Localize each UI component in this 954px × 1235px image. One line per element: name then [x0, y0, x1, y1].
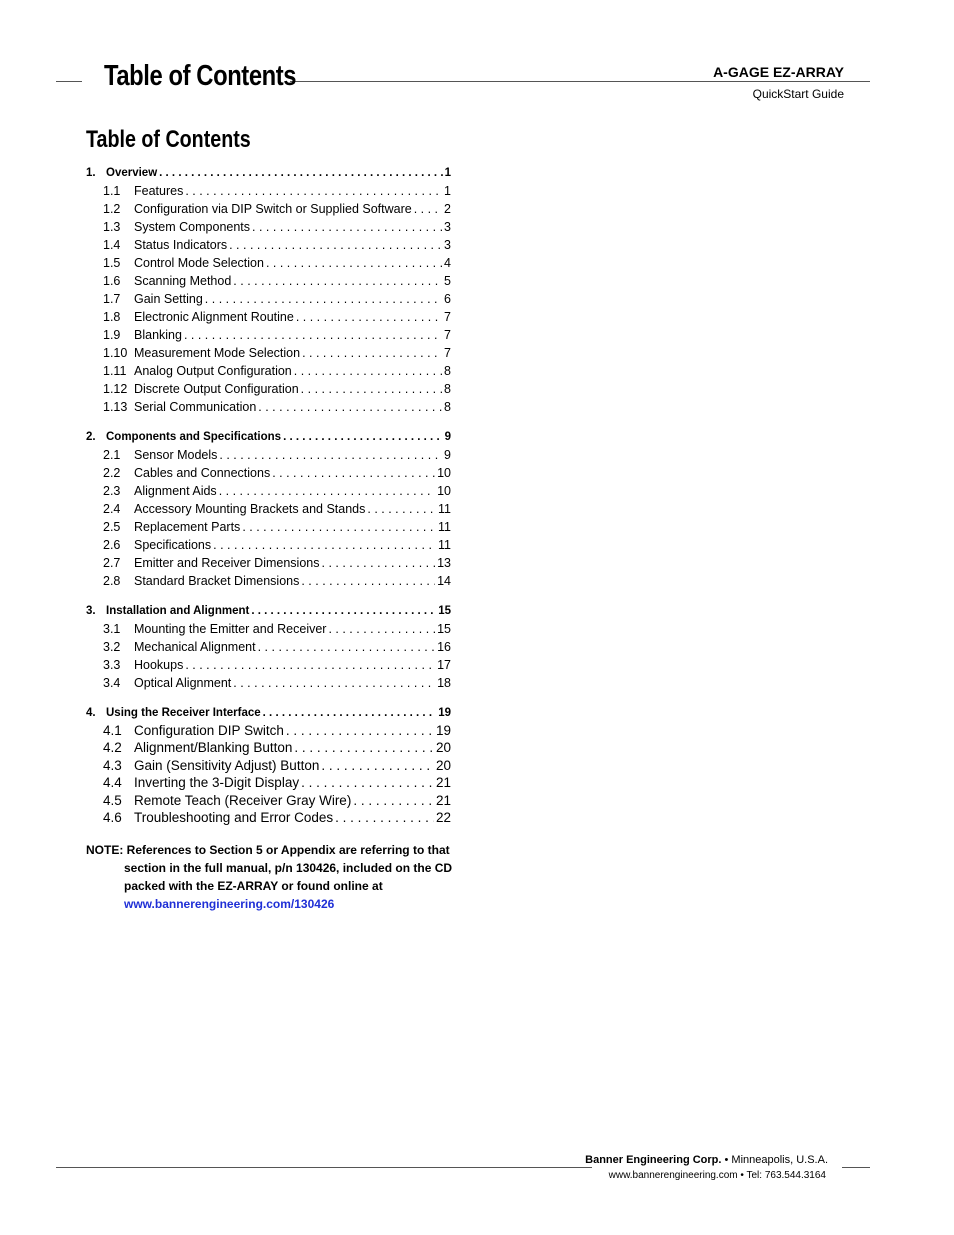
dot-leader — [219, 482, 435, 500]
toc-entry-page: 16 — [437, 640, 451, 654]
toc-entry-title: Discrete Output Configuration — [134, 382, 299, 396]
toc-item-row[interactable] — [86, 464, 451, 482]
toc-section — [86, 602, 451, 692]
toc-entry-page: 7 — [444, 346, 451, 360]
note — [86, 841, 456, 913]
toc-entry-page: 7 — [444, 328, 451, 342]
toc-entry-title: Electronic Alignment Routine — [134, 310, 294, 324]
toc-entry-title: Remote Teach (Receiver Gray Wire) — [134, 792, 352, 808]
toc-entry-title: Overview — [106, 167, 158, 179]
toc-entry-number: 2.6 — [103, 538, 121, 552]
toc-item-row[interactable] — [86, 572, 451, 590]
toc-entry-page: 5 — [444, 274, 451, 288]
toc-item-row[interactable] — [86, 482, 451, 500]
toc-entry-title: Optical Alignment — [134, 676, 232, 690]
toc-entry-title: Scanning Method — [134, 274, 232, 288]
toc-entry-number: 1.6 — [103, 274, 121, 288]
toc-chapter-row[interactable] — [86, 704, 451, 722]
toc-entry-page: 11 — [438, 502, 451, 516]
dot-leader — [219, 446, 442, 464]
page-title: Table of Contents — [104, 60, 297, 92]
toc-entry-title: Alignment/Blanking Button — [134, 740, 293, 756]
toc-entry-number: 2.8 — [103, 574, 121, 588]
footer-rule-left — [56, 1167, 592, 1168]
dot-leader — [258, 638, 435, 656]
toc-entry-page: 20 — [435, 757, 451, 773]
dot-leader — [302, 344, 442, 362]
toc-entry-title: Configuration via DIP Switch or Supplied Software — [134, 202, 412, 216]
header-rule-right — [290, 81, 870, 82]
toc-item-row[interactable] — [86, 218, 451, 236]
toc-entry-page: 10 — [437, 466, 451, 480]
header-rule-left — [56, 81, 82, 82]
toc-entry-number: 2.3 — [103, 484, 121, 498]
toc-item-row[interactable] — [86, 236, 451, 254]
toc-chapter-row[interactable] — [86, 428, 451, 446]
toc-entry-number: 2. — [86, 431, 96, 443]
toc-section — [86, 164, 451, 416]
toc-entry-number: 4.1 — [103, 723, 122, 738]
toc-item-row[interactable] — [86, 536, 451, 554]
toc-entry-number: 2.4 — [103, 502, 121, 516]
toc-entry-title: Configuration DIP Switch — [134, 723, 284, 738]
toc-heading: Table of Contents — [86, 126, 251, 153]
toc-item-row[interactable] — [86, 739, 451, 756]
toc-item-row[interactable] — [86, 620, 451, 638]
toc-entry-page: 3 — [444, 238, 451, 252]
toc-item-row[interactable] — [86, 344, 451, 362]
toc-entry-page: 1 — [444, 167, 451, 179]
toc-entry-page: 22 — [435, 809, 451, 825]
dot-leader — [296, 308, 442, 326]
toc-entry-page: 21 — [435, 792, 451, 808]
toc-entry-page: 11 — [438, 538, 451, 552]
dot-leader — [252, 218, 442, 236]
note-line-1: NOTE: References to Section 5 or Appendix are referring to that — [86, 843, 450, 857]
toc-entry-number: 1.8 — [103, 310, 121, 324]
toc-entry-number: 1.3 — [103, 220, 121, 234]
toc-item-row[interactable] — [86, 398, 451, 416]
dot-leader — [266, 254, 442, 272]
toc-chapter-row[interactable] — [86, 164, 451, 182]
toc-entry-page: 19 — [435, 723, 451, 738]
footer-contact: www.bannerengineering.com • Tel: 763.544.3164 — [608, 1170, 826, 1181]
dot-leader — [213, 536, 436, 554]
toc-entry-number: 1.13 — [103, 400, 128, 414]
dot-leader — [301, 380, 442, 398]
toc-entry-page: 10 — [437, 484, 451, 498]
toc-entry-number: 3.3 — [103, 658, 121, 672]
toc-entry-page: 8 — [444, 400, 451, 414]
toc-entry-page: 4 — [444, 256, 451, 270]
toc-item-row[interactable] — [86, 518, 451, 536]
dot-leader — [251, 602, 436, 620]
dot-leader — [185, 182, 442, 200]
toc-entry-number: 1.1 — [103, 184, 121, 198]
toc-entry-number: 1.9 — [103, 328, 121, 342]
toc-entry-page: 3 — [444, 220, 451, 234]
toc-item-row[interactable] — [86, 446, 451, 464]
toc-entry-number: 1.5 — [103, 256, 121, 270]
guide-type: QuickStart Guide — [752, 87, 844, 101]
toc-item-row[interactable] — [86, 380, 451, 398]
toc-entry-title: Specifications — [134, 538, 212, 552]
toc-entry-page: 11 — [438, 520, 451, 534]
toc-entry-number: 1.11 — [103, 364, 127, 378]
toc-item-row[interactable] — [86, 326, 451, 344]
toc-entry-number: 2.5 — [103, 520, 121, 534]
toc-item-row[interactable] — [86, 308, 451, 326]
toc-item-row[interactable] — [86, 809, 451, 826]
toc-entry-page: 21 — [435, 775, 451, 791]
toc-entry-title: Inverting the 3-Digit Display — [134, 775, 300, 791]
toc-entry-number: 4.2 — [103, 740, 122, 756]
toc-item-row[interactable] — [86, 272, 451, 290]
dot-leader — [322, 554, 436, 572]
dot-leader — [414, 200, 442, 218]
dot-leader — [335, 809, 434, 826]
toc-entry-title: Troubleshooting and Error Codes — [134, 809, 334, 825]
toc-entry-title: Control Mode Selection — [134, 256, 264, 270]
dot-leader — [159, 164, 442, 182]
dot-leader — [367, 500, 436, 518]
toc-entry-number: 1.12 — [103, 382, 128, 396]
toc-entry-page: 17 — [437, 658, 451, 672]
toc-entry-title: Mounting the Emitter and Receiver — [134, 622, 327, 636]
toc-entry-number: 1.2 — [103, 202, 121, 216]
toc-section — [86, 704, 451, 826]
toc-entry-page: 15 — [437, 622, 451, 636]
toc-entry-number: 3.1 — [103, 622, 121, 636]
toc-entry-title: Accessory Mounting Brackets and Stands — [134, 502, 366, 516]
dot-leader — [205, 290, 442, 308]
dot-leader — [233, 674, 435, 692]
toc-entry-title: Using the Receiver Interface — [106, 707, 261, 719]
toc-entry-page: 19 — [438, 707, 451, 719]
dot-leader — [258, 398, 442, 416]
dot-leader — [353, 792, 434, 809]
toc-item-row[interactable] — [86, 722, 451, 739]
toc-item-row[interactable] — [86, 757, 451, 774]
note-link[interactable]: www.bannerengineering.com/130426 — [124, 897, 335, 911]
toc-entry-title: Analog Output Configuration — [134, 364, 292, 378]
toc-item-row[interactable] — [86, 638, 451, 656]
toc-item-row[interactable] — [86, 254, 451, 272]
toc-entry-page: 13 — [437, 556, 451, 570]
toc-entry-title: Gain (Sensitivity Adjust) Button — [134, 757, 320, 773]
toc-entry-number: 2.7 — [103, 556, 121, 570]
dot-leader — [301, 774, 434, 791]
dot-leader — [272, 464, 435, 482]
toc-item-row[interactable] — [86, 200, 451, 218]
toc-entry-page: 15 — [438, 605, 451, 617]
dot-leader — [283, 428, 443, 446]
toc-entry-title: Standard Bracket Dimensions — [134, 574, 300, 588]
toc-entry-page: 8 — [444, 382, 451, 396]
dot-leader — [286, 722, 434, 739]
dot-leader — [233, 272, 442, 290]
toc-entry-page: 6 — [444, 292, 451, 306]
toc-entry-number: 1.4 — [103, 238, 121, 252]
toc-entry-page: 9 — [444, 431, 451, 443]
toc-entry-number: 4. — [86, 707, 96, 719]
toc-entry-number: 1. — [86, 167, 96, 179]
toc-entry-title: Hookups — [134, 658, 184, 672]
footer-rule-right — [842, 1167, 870, 1168]
product-name: A-GAGE EZ-ARRAY — [713, 64, 844, 80]
toc-entry-title: Status Indicators — [134, 238, 228, 252]
dot-leader — [328, 620, 435, 638]
toc-entry-title: Installation and Alignment — [106, 605, 250, 617]
toc-item-row[interactable] — [86, 774, 451, 791]
toc-entry-number: 2.1 — [103, 448, 121, 462]
dot-leader — [294, 362, 442, 380]
toc-item-row[interactable] — [86, 500, 451, 518]
dot-leader — [321, 757, 434, 774]
footer-company — [585, 1154, 828, 1166]
toc-entry-page: 14 — [437, 574, 451, 588]
toc-entry-number: 3.2 — [103, 640, 121, 654]
toc-entry-number: 4.6 — [103, 809, 122, 825]
toc-entry-page: 1 — [444, 184, 451, 198]
table-of-contents — [86, 164, 451, 838]
toc-entry-title: Serial Communication — [134, 400, 257, 414]
toc-entry-title: Measurement Mode Selection — [134, 346, 301, 360]
dot-leader — [185, 656, 435, 674]
toc-entry-page: 8 — [444, 364, 451, 378]
dot-leader — [242, 518, 436, 536]
toc-entry-title: Sensor Models — [134, 448, 218, 462]
toc-entry-title: Components and Specifications — [106, 431, 282, 443]
toc-entry-number: 4.4 — [103, 775, 122, 791]
toc-entry-title: Alignment Aids — [134, 484, 217, 498]
toc-item-row[interactable] — [86, 362, 451, 380]
toc-entry-title: Gain Setting — [134, 292, 203, 306]
toc-entry-title: System Components — [134, 220, 251, 234]
toc-item-row[interactable] — [86, 674, 451, 692]
toc-entry-title: Blanking — [134, 328, 182, 342]
dot-leader — [184, 326, 442, 344]
toc-item-row[interactable] — [86, 656, 451, 674]
toc-entry-page: 18 — [437, 676, 451, 690]
toc-entry-number: 4.3 — [103, 757, 122, 773]
company-location: • Minneapolis, U.S.A. — [721, 1154, 828, 1166]
toc-entry-number: 3. — [86, 605, 96, 617]
toc-entry-title: Features — [134, 184, 184, 198]
toc-entry-title: Mechanical Alignment — [134, 640, 256, 654]
toc-entry-number: 1.7 — [103, 292, 121, 306]
toc-item-row[interactable] — [86, 554, 451, 572]
toc-entry-number: 3.4 — [103, 676, 121, 690]
note-line-2: section in the full manual, p/n 130426, included on the CD — [124, 861, 453, 875]
toc-item-row[interactable] — [86, 792, 451, 809]
dot-leader — [229, 236, 442, 254]
toc-entry-page: 2 — [444, 202, 451, 216]
toc-entry-page: 7 — [444, 310, 451, 324]
dot-leader — [294, 739, 434, 756]
toc-item-row[interactable] — [86, 290, 451, 308]
note-line-3: packed with the EZ-ARRAY or found online at — [124, 879, 383, 893]
toc-entry-title: Emitter and Receiver Dimensions — [134, 556, 320, 570]
toc-entry-page: 9 — [444, 448, 451, 462]
toc-chapter-row[interactable] — [86, 602, 451, 620]
dot-leader — [301, 572, 435, 590]
toc-entry-page: 20 — [435, 740, 451, 756]
toc-entry-number: 4.5 — [103, 792, 122, 808]
toc-entry-number: 2.2 — [103, 466, 121, 480]
toc-section — [86, 428, 451, 590]
toc-item-row[interactable] — [86, 182, 451, 200]
toc-entry-title: Replacement Parts — [134, 520, 241, 534]
toc-entry-title: Cables and Connections — [134, 466, 271, 480]
toc-entry-number: 1.10 — [103, 346, 128, 360]
dot-leader — [263, 704, 437, 722]
company-name: Banner Engineering Corp. — [585, 1154, 722, 1166]
